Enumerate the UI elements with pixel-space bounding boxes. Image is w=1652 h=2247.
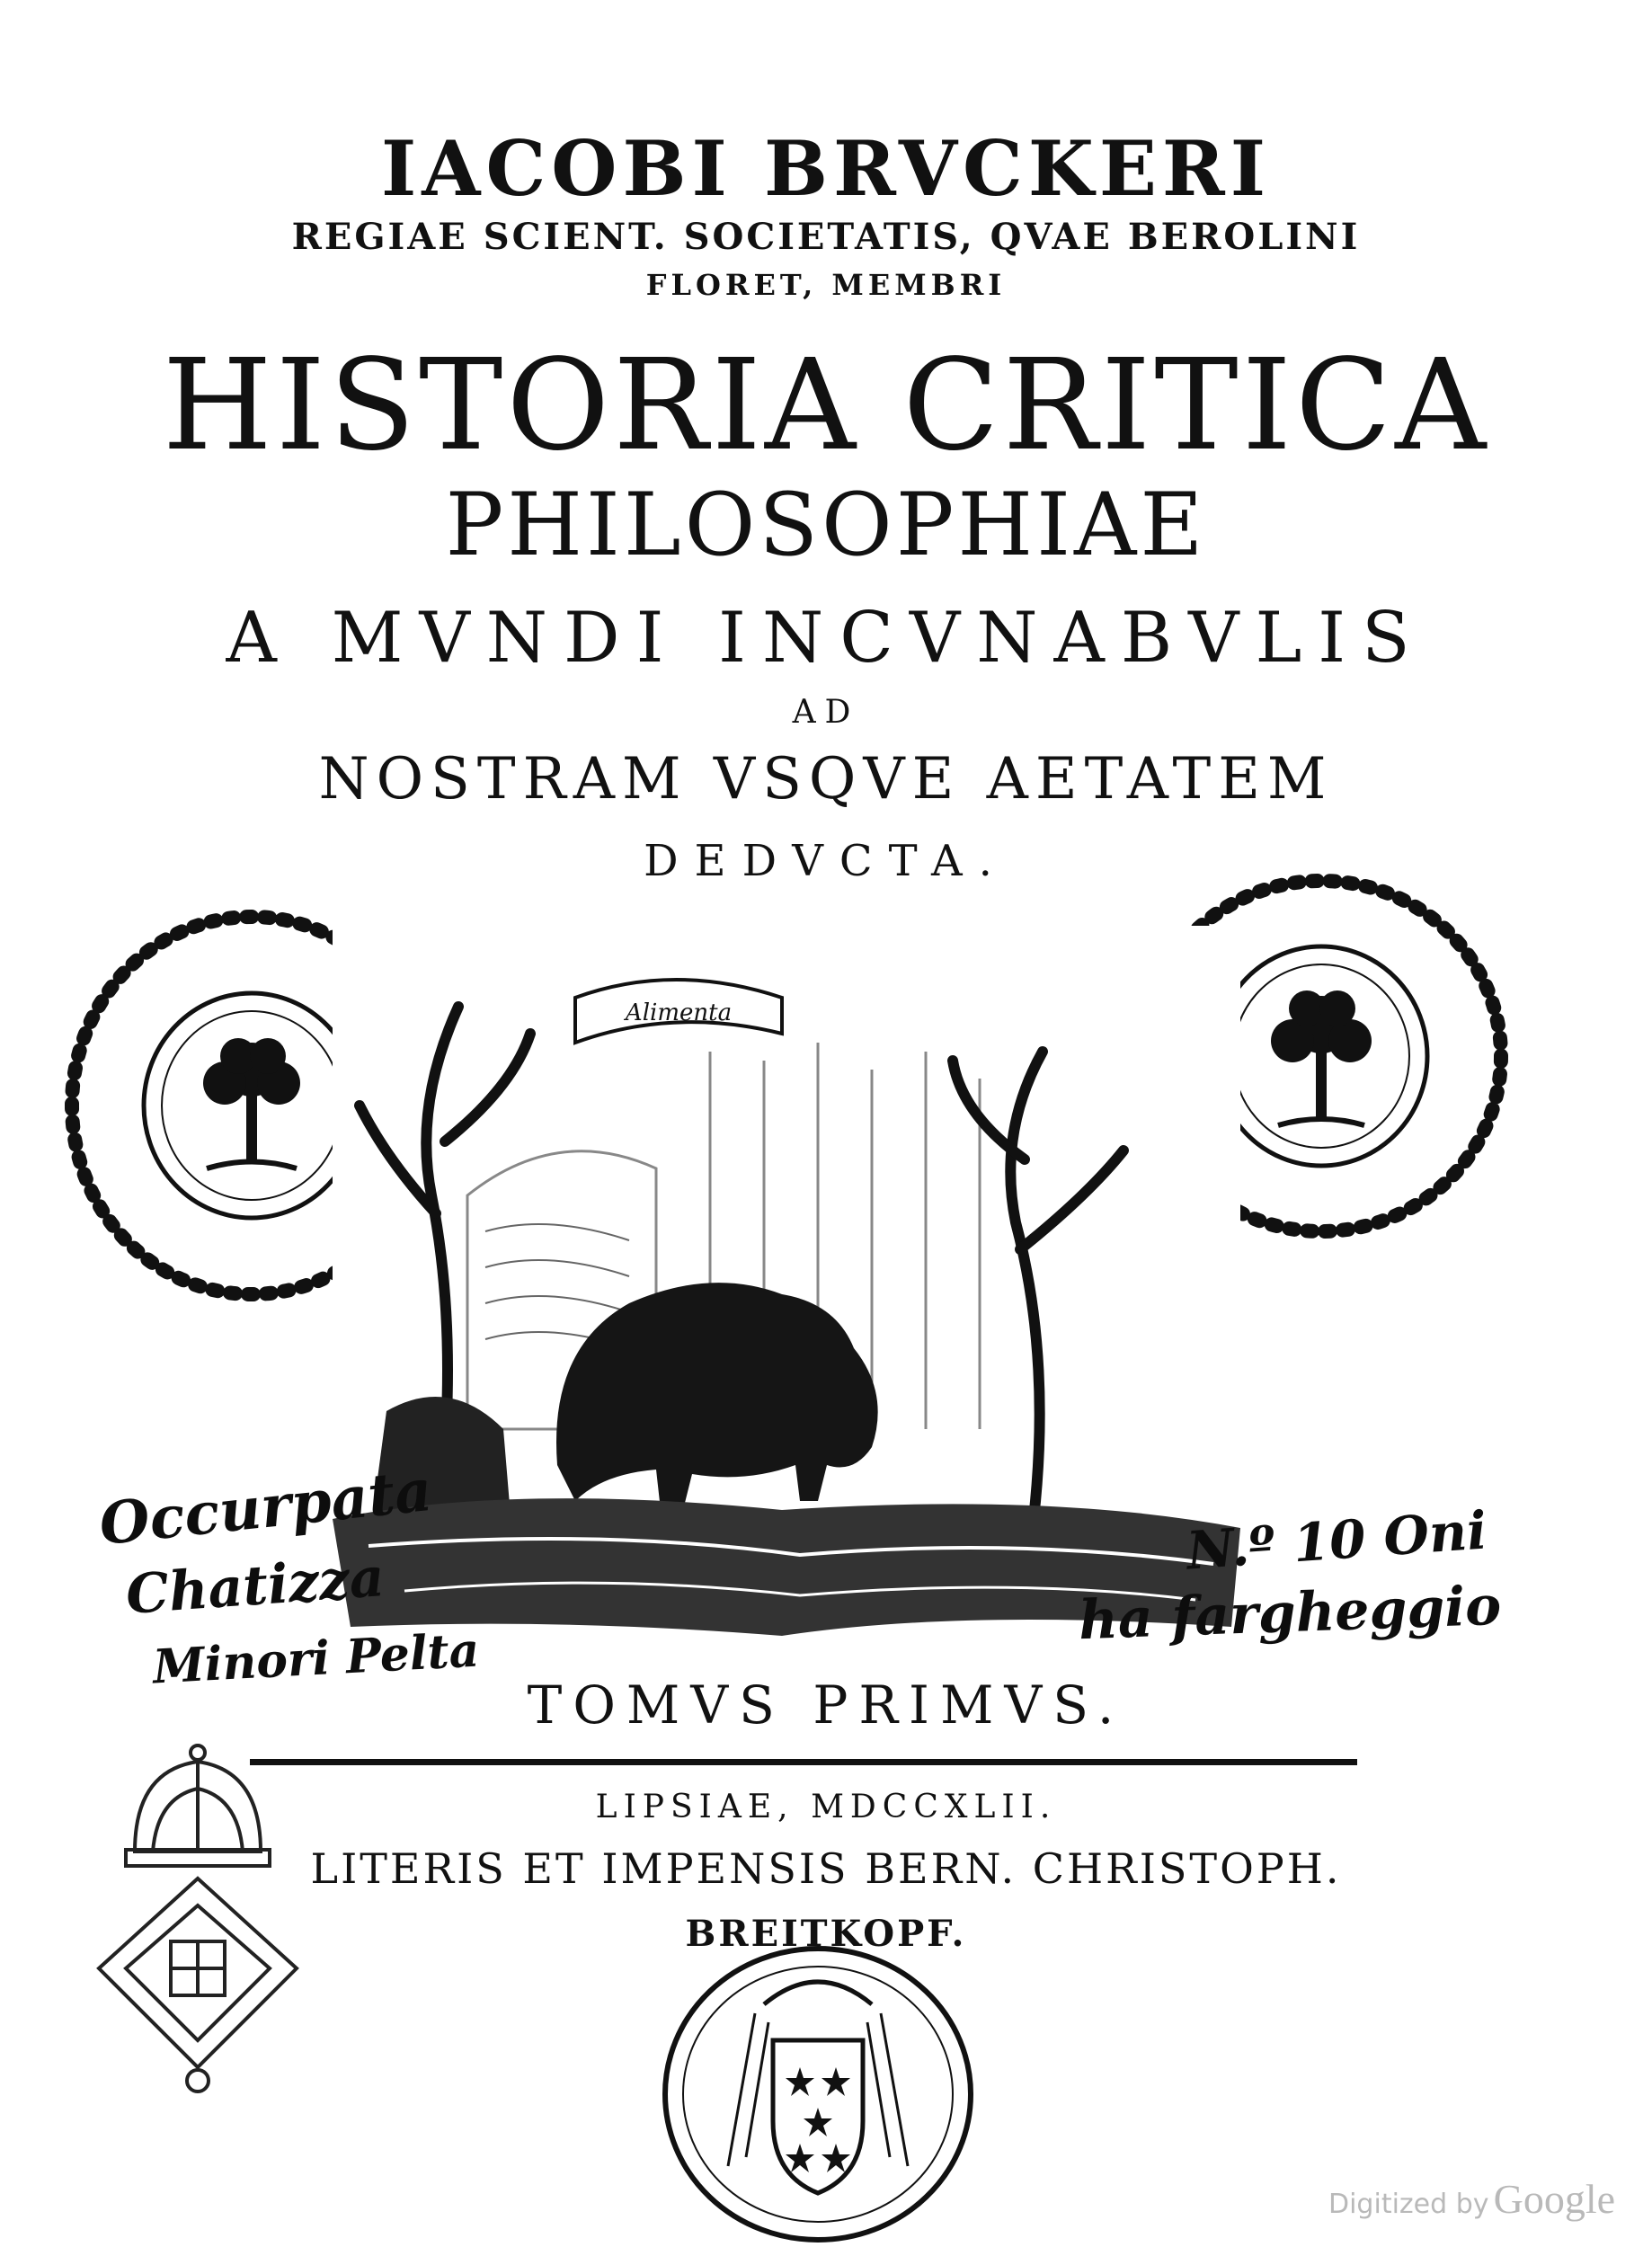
handwritten-note-left-2: Chatizza xyxy=(123,1546,386,1627)
author-name: IACOBI BRVCKERI xyxy=(380,124,1271,213)
horizontal-rule xyxy=(250,1759,1357,1765)
book-title-line-2: PHILOSOPHIAE xyxy=(445,475,1207,575)
author-society-line-2: FLORET, MEMBRI xyxy=(645,268,1007,302)
boar-engraving-icon xyxy=(333,926,1240,1663)
book-title-ad: AD xyxy=(792,694,860,731)
handwritten-note-left-1: Occurpata xyxy=(96,1456,436,1559)
imprint-place-date: LIPSIAE, MDCCXLII. xyxy=(595,1789,1057,1825)
bottom-library-seal-icon xyxy=(656,1941,980,2247)
handwritten-note-right-2: ha fargheggio xyxy=(1077,1574,1503,1653)
author-society-line-1: REGIAE SCIENT. SOCIETATIS, QVAE BEROLINI xyxy=(291,216,1361,258)
book-title-line-5: DEDVCTA. xyxy=(644,836,1008,886)
watermark-brand-logo: Google xyxy=(1493,2176,1616,2222)
handwritten-note-right-1: N.º 10 Oni xyxy=(1185,1499,1489,1582)
handwritten-note-left-3: Minori Pelta xyxy=(151,1622,481,1695)
digitized-watermark xyxy=(1328,2175,1615,2223)
imprint-publisher-line: LITERIS ET IMPENSIS BERN. CHRISTOPH. xyxy=(310,1844,1342,1893)
crown-crest-stamp-icon xyxy=(72,1735,324,2094)
engraving-banner-text: Alimenta xyxy=(625,999,733,1026)
book-title-line-4: NOSTRAM VSQVE AETATEM xyxy=(318,746,1334,813)
volume-label: TOMVS PRIMVS. xyxy=(527,1674,1125,1736)
book-title-line-1: HISTORIA CRITICA xyxy=(162,333,1490,479)
book-title-line-3: A MVNDI INCVNABVLIS xyxy=(226,598,1426,679)
watermark-prefix: Digitized by xyxy=(1328,2189,1489,2220)
imprint-publisher-name: BREITKOPF. xyxy=(685,1913,967,1955)
